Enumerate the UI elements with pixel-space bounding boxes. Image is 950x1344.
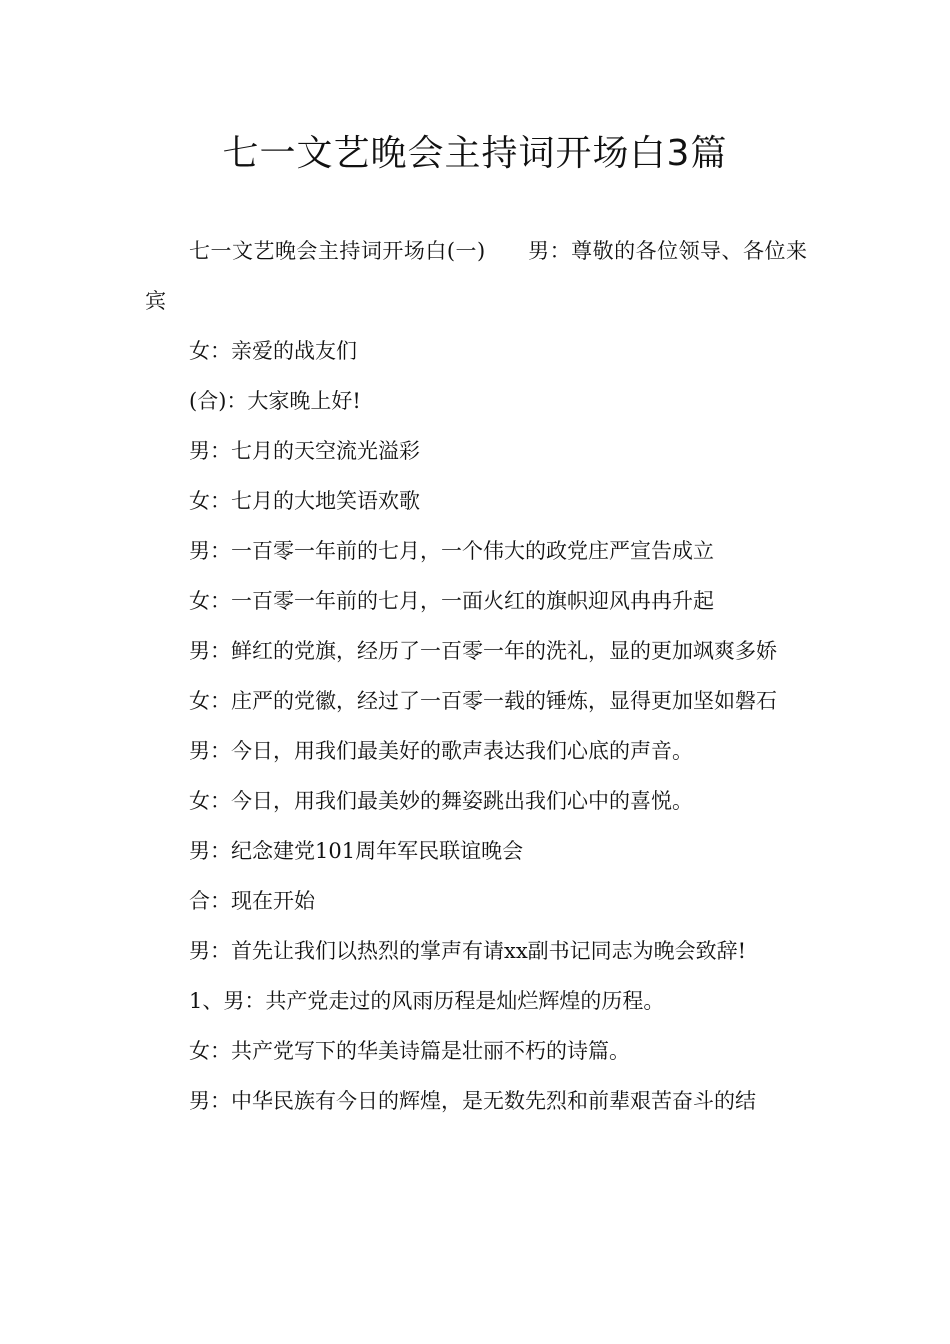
paragraph: 男：纪念建党101周年军民联谊晚会 xyxy=(189,839,524,863)
paragraph: 女：七月的大地笑语欢歌 xyxy=(189,489,420,513)
paragraph: 男：鲜红的党旗，经历了一百零一年的洗礼，显的更加飒爽多娇 xyxy=(189,639,777,663)
paragraph: 女：共产党写下的华美诗篇是壮丽不朽的诗篇。 xyxy=(189,1039,630,1063)
paragraph: 男：七月的天空流光溢彩 xyxy=(189,439,420,463)
paragraph: 1、男：共产党走过的风雨历程是灿烂辉煌的历程。 xyxy=(189,989,665,1013)
paragraph: 女：庄严的党徽，经过了一百零一载的锤炼，显得更加坚如磐石 xyxy=(189,689,777,713)
paragraph: 女：今日，用我们最美妙的舞姿跳出我们心中的喜悦。 xyxy=(189,789,693,813)
paragraph: 合：现在开始 xyxy=(189,889,315,913)
paragraph: 女：一百零一年前的七月，一面火红的旗帜迎风冉冉升起 xyxy=(189,589,714,613)
paragraph: 男：中华民族有今日的辉煌，是无数先烈和前辈艰苦奋斗的结 xyxy=(189,1089,756,1113)
paragraph: 男：今日，用我们最美好的歌声表达我们心底的声音。 xyxy=(189,739,693,763)
document-body xyxy=(145,226,807,1126)
paragraph: 男：一百零一年前的七月，一个伟大的政党庄严宣告成立 xyxy=(189,539,714,563)
paragraph: (合)：大家晚上好! xyxy=(189,389,361,413)
paragraph: 七一文艺晚会主持词开场白(一) 男：尊敬的各位领导、各位来宾 xyxy=(145,239,807,313)
paragraph: 女：亲爱的战友们 xyxy=(189,339,357,363)
document-title: 七一文艺晚会主持词开场白3篇 xyxy=(222,133,728,174)
paragraph: 男：首先让我们以热烈的掌声有请xx副书记同志为晚会致辞! xyxy=(189,939,747,963)
